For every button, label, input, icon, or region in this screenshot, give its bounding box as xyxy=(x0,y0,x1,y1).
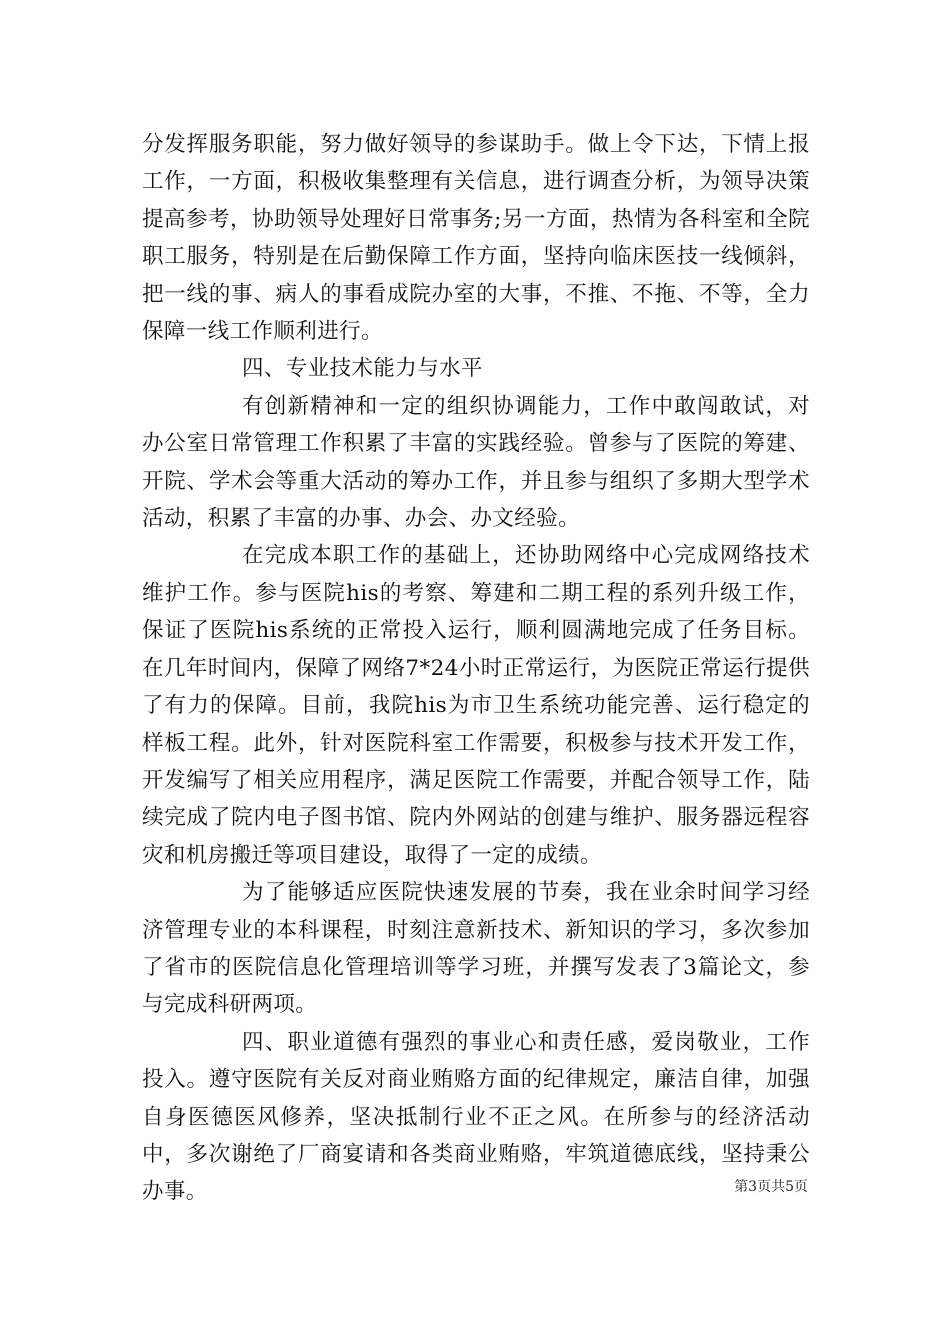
paragraph-network-maintenance: 在完成本职工作的基础上，还协助网络中心完成网络技术维护工作。参与医院his的考察、筹建和二期工程的系列升级工作，保证了医院his系统的正常投入运行，顺利圆满地完成了任务目标。在几年时间内，保障了网络7*24小时正常运行，为医院正常运行提供了有力的保障。目前，我院his为市卫生系统功能完善、运行稳定的样板工程。此外，针对医院科室工作需要，积极参与技术开发工作，开发编写了相关应用程序，满足医院工作需要，并配合领导工作，陆续完成了院内电子图书馆、院内外网站的创建与维护、服务器远程容灾和机房搬迁等项目建设，取得了一定的成绩。 xyxy=(142,543,810,868)
page-number-footer: 第3页共5页 xyxy=(734,1179,808,1195)
paragraph-professional-ethics: 四、职业道德有强烈的事业心和责任感，爱岗敬业，工作投入。遵守医院有关反对商业贿赂方面的纪律规定，廉洁自律，加强自身医德医风修养，坚决抵制行业不正之风。在所参与的经济活动中，多次谢绝了厂商宴请和各类商业贿赂，牢筑道德底线，坚持秉公办事。 xyxy=(142,1029,810,1205)
paragraph-innovation: 有创新精神和一定的组织协调能力，工作中敢闯敢试，对办公室日常管理工作积累了丰富的实践经验。曾参与了医院的筹建、开院、学术会等重大活动的筹办工作，并且参与组织了多期大型学术活动，积累了丰富的办事、办会、办文经验。 xyxy=(142,393,810,532)
section-heading-technical-ability: 四、专业技术能力与水平 xyxy=(242,356,483,382)
paragraph-study: 为了能够适应医院快速发展的节奏，我在业余时间学习经济管理专业的本科课程，时刻注意新技术、新知识的学习，多次参加了省市的医院信息化管理培训等学习班，并撰写发表了3篇论文，参与完成科研两项。 xyxy=(142,880,810,1018)
document-page xyxy=(142,126,810,1211)
paragraph-service-duties: 分发挥服务职能，努力做好领导的参谋助手。做上令下达，下情上报工作，一方面，积极收集整理有关信息，进行调查分析，为领导决策提高参考，协助领导处理好日常事务;另一方面，热情为各科室和全院职工服务，特别是在后勤保障工作方面，坚持向临床医技一线倾斜，把一线的事、病人的事看成院办室的大事，不推、不拖、不等，全力保障一线工作顺利进行。 xyxy=(142,132,810,345)
